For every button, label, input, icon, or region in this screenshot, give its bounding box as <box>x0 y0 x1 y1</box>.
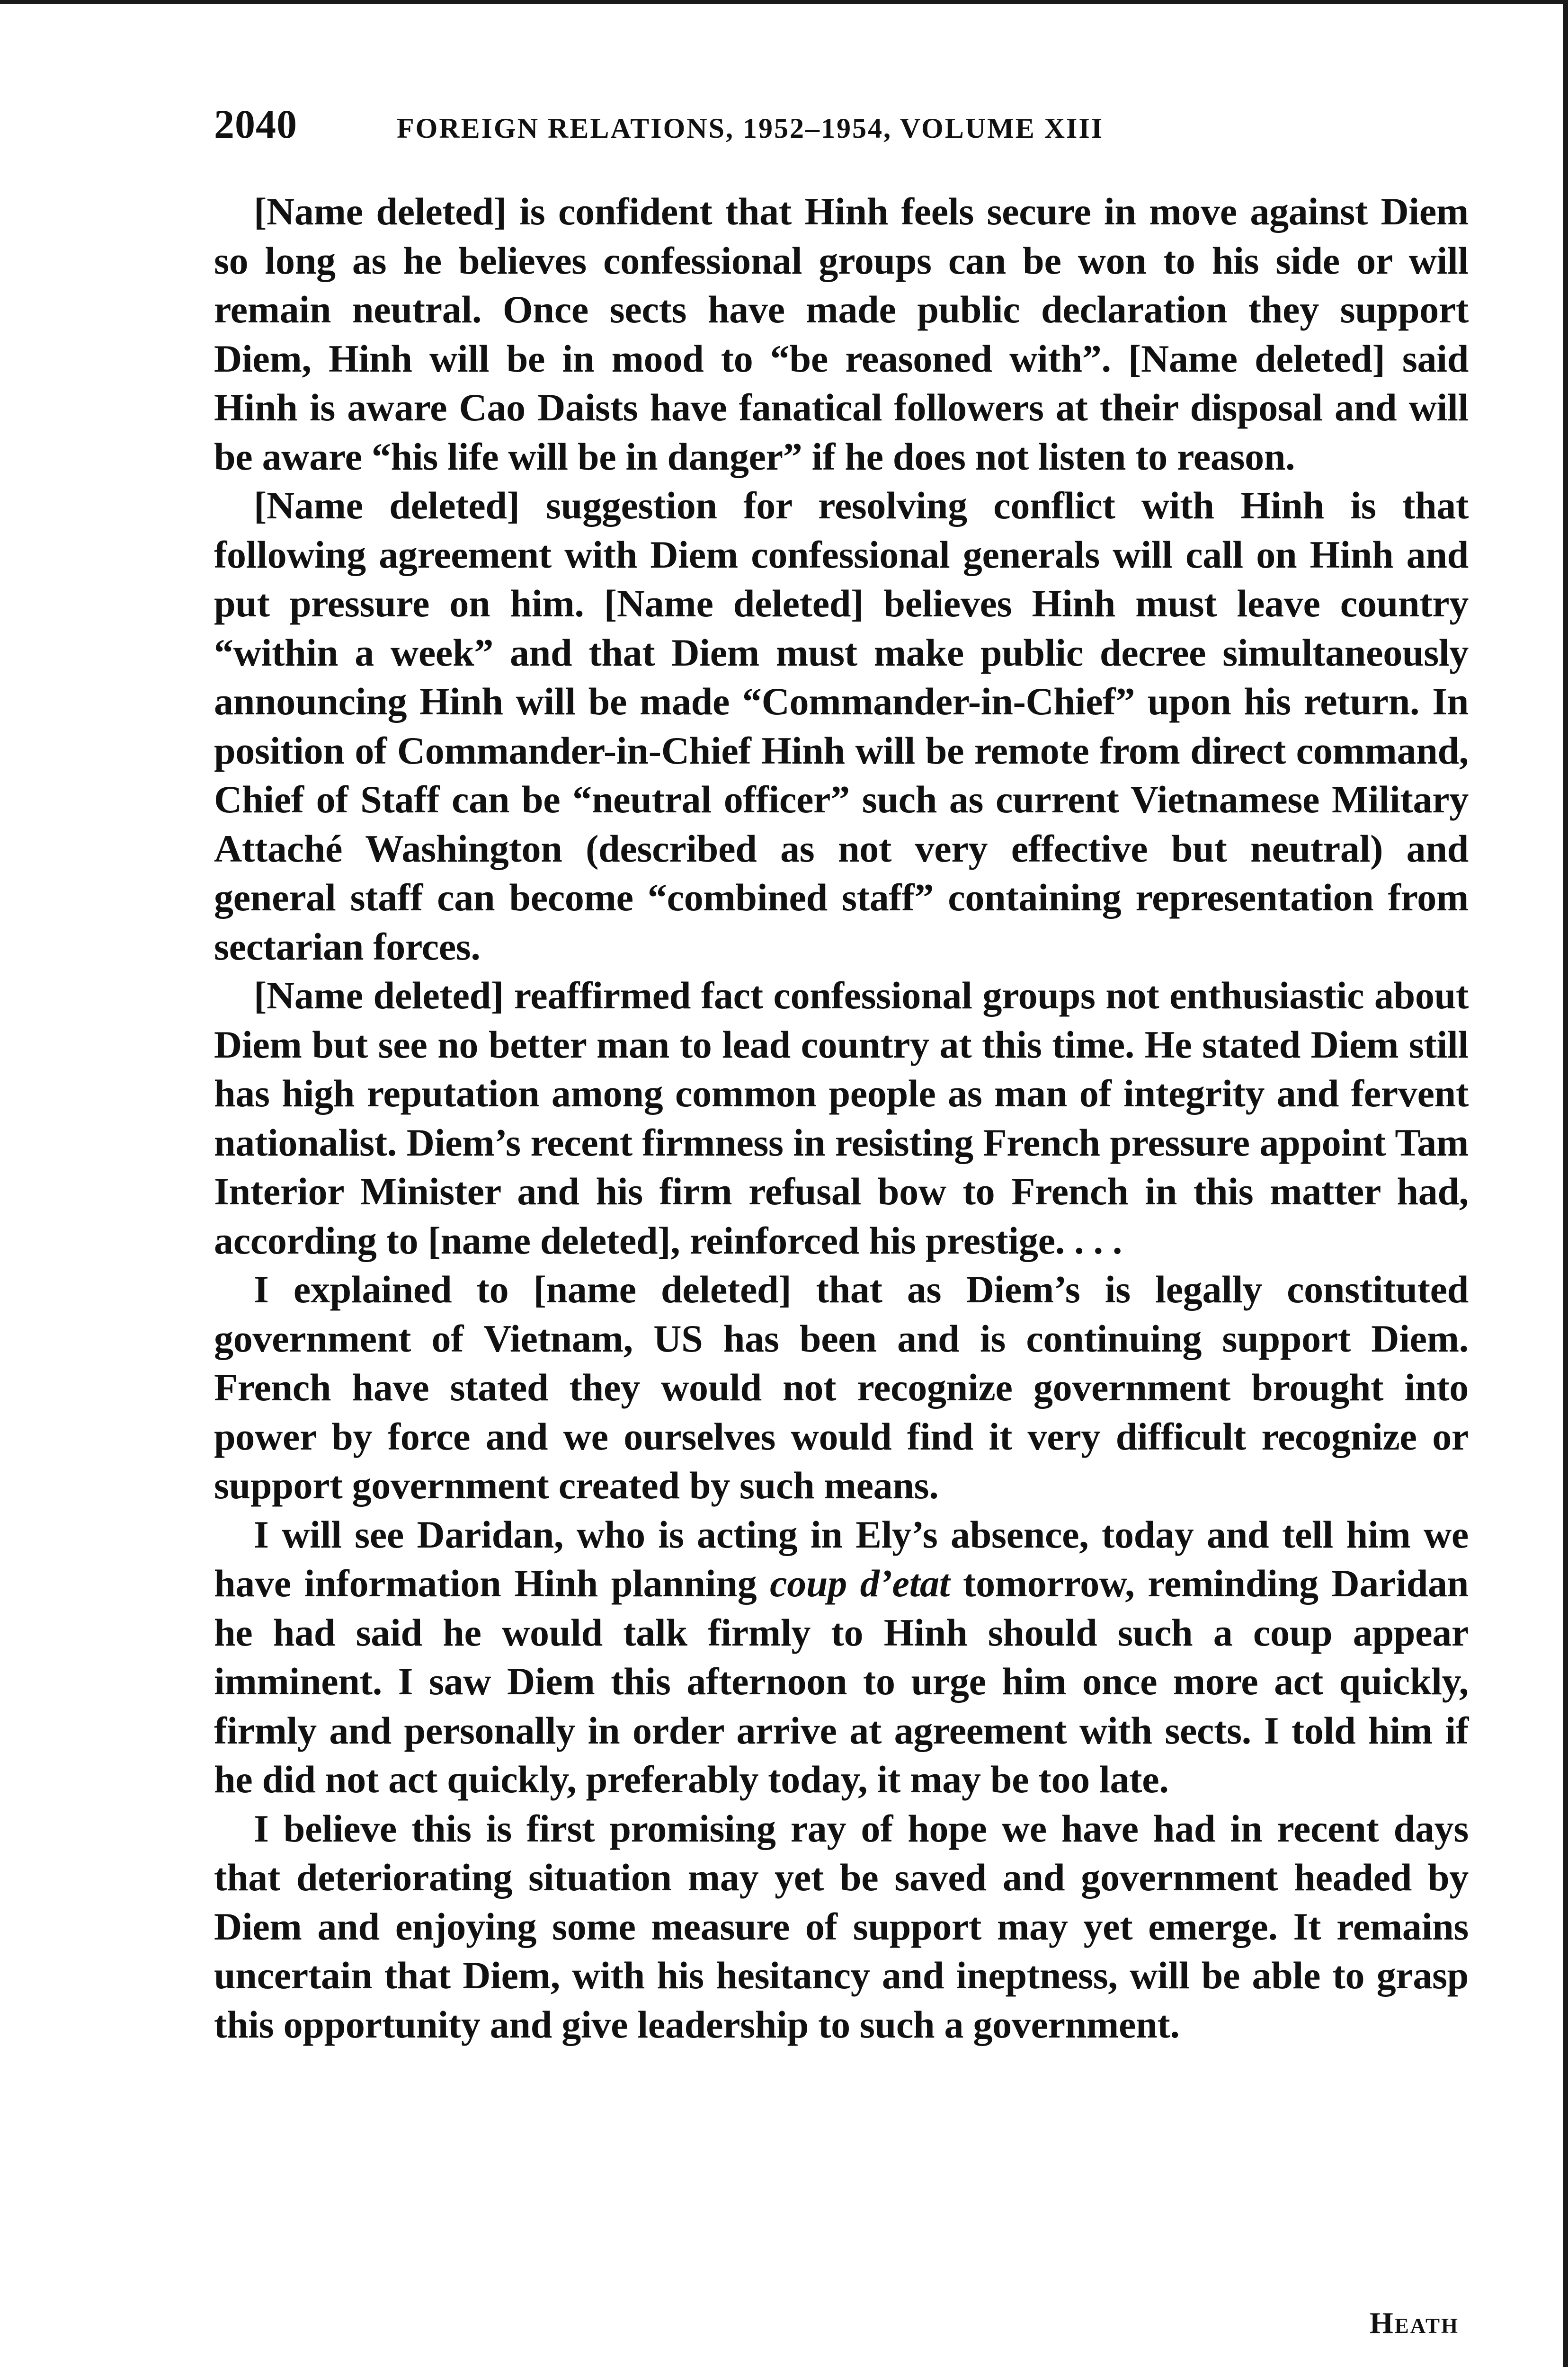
paragraph-2: [Name deleted] suggestion for resolving conflict with Hinh is that following agreement with Diem confessional generals will call on Hinh and put pressure on him. [Name deleted] believes Hinh must leave country “within a week” and that Diem must make public decree simultaneously announcing Hinh will be made “Commander-in-Chief” upon his return. In position of Commander-in-Chief Hinh will be remote from direct command, Chief of Staff can be “neutral officer” such as current Vietnamese Military Attaché Washington (described as not very effective but neutral) and general staff can become “combined staff” containing representation from sectarian forces. <box>214 484 1469 968</box>
page-header <box>214 100 1469 148</box>
paragraph-3: [Name deleted] reaffirmed fact confessional groups not enthusiastic about Diem but see no better man to lead country at this time. He stated Diem still has high reputation among common people as man of integrity and fervent nationalist. Diem’s recent firmness in resisting French pressure appoint Tam Interior Minister and his firm refusal bow to French in this matter had, according to [name deleted], reinforced his prestige. . . . <box>214 974 1469 1262</box>
signature: Heath <box>1370 2306 1459 2340</box>
paragraph-6: I believe this is first promising ray of hope we have had in recent days that deteriorating situation may yet be saved and government headed by Diem and enjoying some measure of support may yet emerge. It remains uncertain that Diem, with his hesitancy and ineptness, will be able to grasp this opportunity and give leadership to such a government. <box>214 1806 1469 2046</box>
running-head: FOREIGN RELATIONS, 1952–1954, VOLUME XIII <box>397 113 1104 144</box>
paragraph-5-italic-term: coup d’etat <box>770 1562 950 1605</box>
paragraph-5 <box>214 1510 1469 1804</box>
right-scan-border <box>1563 0 1568 2367</box>
paragraph-4: I explained to [name deleted] that as Diem’s is legally constituted government of Vietnam, US has been and is continuing support Diem. French have stated they would not recognize government brought into power by force and we ourselves would find it very difficult recognize or support government created by such means. <box>214 1268 1469 1507</box>
paragraph-1: [Name deleted] is confident that Hinh feels secure in move against Diem so long as he believes confessional groups can be won to his side or will remain neutral. Once sects have made public declaration they support Diem, Hinh will be in mood to “be reasoned with”. [Name deleted] said Hinh is aware Cao Daists have fanatical followers at their disposal and will be aware “his life will be in danger” if he does not listen to reason. <box>214 190 1469 478</box>
paragraph-5-text-after: tomorrow, reminding Daridan he had said he would talk firmly to Hinh should such a coup appear imminent. I saw Diem this afternoon to urge him once more act quickly, firmly and personally in order arrive at agreement with sects. I told him if he did not act quickly, preferably today, it may be too late. <box>214 1562 1469 1801</box>
body-text <box>214 187 1469 2049</box>
top-scan-border <box>0 0 1568 4</box>
page-number: 2040 <box>214 101 297 147</box>
paragraph-5-text-before: I will see Daridan, who is acting in Ely’s absence, today and tell him we have information Hinh planning <box>214 1513 1469 1605</box>
